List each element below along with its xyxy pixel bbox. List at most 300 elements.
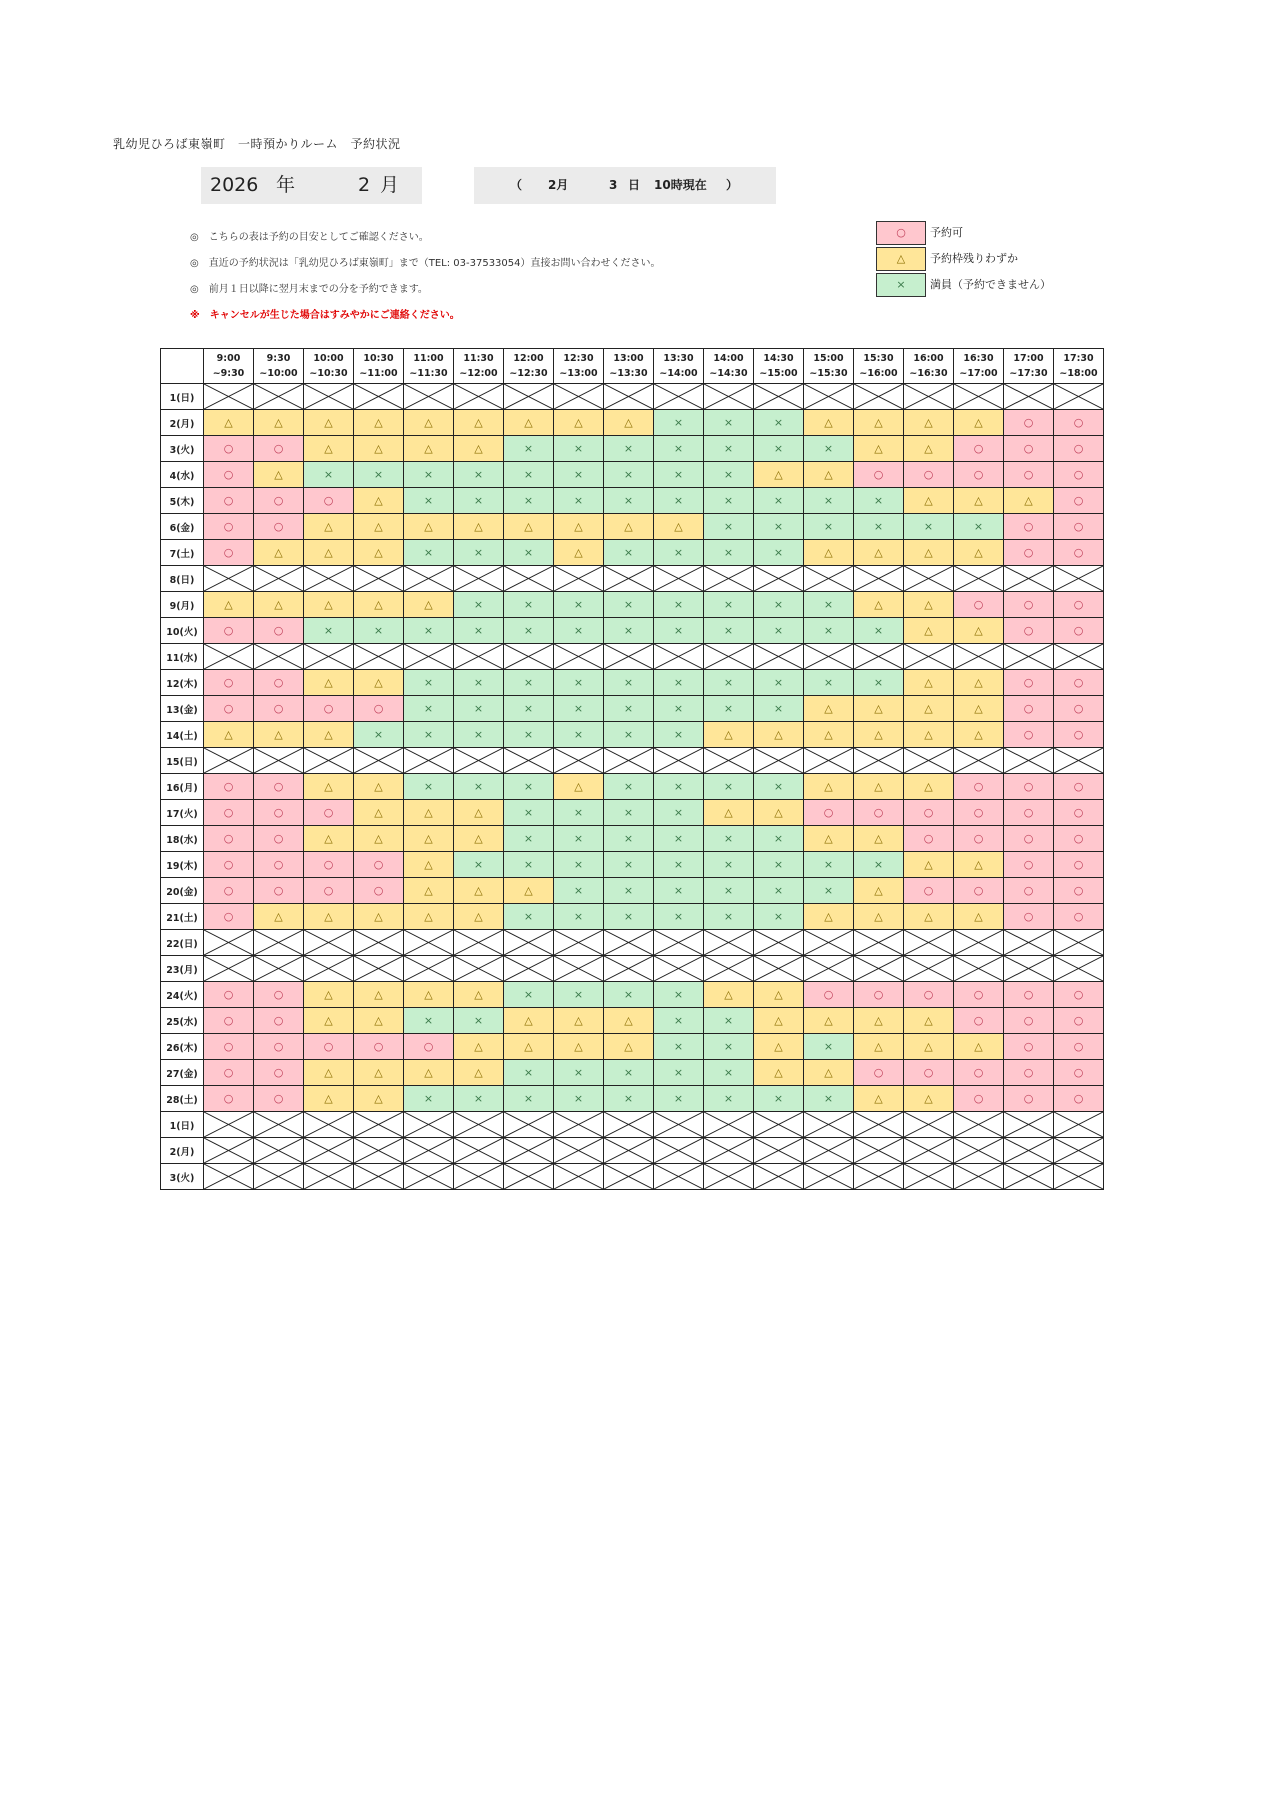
closed-cell	[204, 1138, 254, 1164]
table-row	[161, 904, 1104, 930]
slot-few-left: △	[454, 800, 504, 826]
slot-few-left: △	[354, 670, 404, 696]
slot-available: ○	[904, 800, 954, 826]
date-label: 18(水)	[161, 826, 204, 852]
closed-cross-icon	[754, 748, 803, 773]
closed-cell	[754, 956, 804, 982]
slot-available: ○	[204, 488, 254, 514]
slot-few-left: △	[854, 696, 904, 722]
closed-cross-icon	[1004, 748, 1053, 773]
legend-full-label: 満員（予約できません）	[930, 278, 1051, 291]
time-slot-end: ~13:30	[609, 368, 648, 379]
time-slot-start: 9:30	[266, 353, 291, 364]
slot-available: ○	[904, 982, 954, 1008]
slot-available: ○	[204, 826, 254, 852]
table-row	[161, 1034, 1104, 1060]
slot-available: ○	[204, 436, 254, 462]
slot-available: ○	[1004, 722, 1054, 748]
closed-cross-icon	[954, 748, 1003, 773]
closed-cross-icon	[904, 930, 953, 955]
slot-full: ×	[554, 618, 604, 644]
slot-full: ×	[654, 670, 704, 696]
closed-cell	[304, 748, 354, 774]
slot-few-left: △	[504, 514, 554, 540]
closed-cell	[604, 1164, 654, 1190]
closed-cell	[254, 930, 304, 956]
closed-cross-icon	[854, 566, 903, 591]
slot-few-left: △	[354, 410, 404, 436]
slot-available: ○	[954, 436, 1004, 462]
slot-available: ○	[954, 592, 1004, 618]
slot-available: ○	[204, 1086, 254, 1112]
closed-cross-icon	[604, 1164, 653, 1189]
slot-full: ×	[754, 410, 804, 436]
date-label: 10(火)	[161, 618, 204, 644]
slot-full: ×	[354, 618, 404, 644]
slot-full: ×	[554, 462, 604, 488]
slot-few-left: △	[254, 722, 304, 748]
slot-few-left: △	[854, 826, 904, 852]
closed-cell	[854, 566, 904, 592]
slot-full: ×	[554, 670, 604, 696]
slot-available: ○	[204, 1060, 254, 1086]
slot-available: ○	[1054, 826, 1104, 852]
closed-cross-icon	[604, 644, 653, 669]
closed-cell	[904, 644, 954, 670]
slot-full: ×	[804, 514, 854, 540]
slot-few-left: △	[854, 1034, 904, 1060]
time-slot-end: ~18:00	[1059, 368, 1098, 379]
date-label: 25(水)	[161, 1008, 204, 1034]
closed-cross-icon	[554, 566, 603, 591]
page-title: 乳幼児ひろば東嶺町 一時預かりルーム 予約状況	[113, 137, 401, 151]
slot-full: ×	[604, 1060, 654, 1086]
time-slot-start: 16:30	[963, 353, 994, 364]
time-slot-header	[754, 349, 804, 384]
slot-full: ×	[904, 514, 954, 540]
closed-cross-icon	[654, 748, 703, 773]
closed-cross-icon	[654, 1164, 703, 1189]
closed-cell	[604, 384, 654, 410]
slot-full: ×	[504, 852, 554, 878]
slot-full: ×	[454, 670, 504, 696]
time-slot-header	[504, 349, 554, 384]
slot-few-left: △	[354, 1060, 404, 1086]
time-slot-start: 10:00	[313, 353, 344, 364]
slot-few-left: △	[454, 410, 504, 436]
slot-few-left: △	[204, 722, 254, 748]
time-slot-end: ~16:00	[859, 368, 898, 379]
slot-few-left: △	[1004, 488, 1054, 514]
slot-full: ×	[454, 774, 504, 800]
closed-cell	[754, 1164, 804, 1190]
slot-available: ○	[204, 540, 254, 566]
closed-cross-icon	[704, 566, 753, 591]
slot-few-left: △	[354, 774, 404, 800]
closed-cross-icon	[454, 1164, 503, 1189]
closed-cell	[804, 1164, 854, 1190]
closed-cell	[954, 384, 1004, 410]
slot-full: ×	[754, 774, 804, 800]
closed-cross-icon	[654, 956, 703, 981]
slot-few-left: △	[354, 904, 404, 930]
slot-few-left: △	[804, 722, 854, 748]
slot-full: ×	[704, 592, 754, 618]
time-slot-header	[654, 349, 704, 384]
slot-few-left: △	[954, 904, 1004, 930]
table-row	[161, 1008, 1104, 1034]
slot-full: ×	[754, 878, 804, 904]
slot-full: ×	[354, 722, 404, 748]
closed-cell	[654, 566, 704, 592]
closed-cross-icon	[804, 566, 853, 591]
slot-full: ×	[704, 410, 754, 436]
closed-cell	[404, 930, 454, 956]
slot-few-left: △	[404, 410, 454, 436]
slot-available: ○	[254, 514, 304, 540]
date-label: 9(月)	[161, 592, 204, 618]
closed-cross-icon	[854, 1112, 903, 1137]
closed-cell	[804, 956, 854, 982]
closed-cross-icon	[904, 384, 953, 409]
closed-cell	[554, 1164, 604, 1190]
slot-full: ×	[404, 1086, 454, 1112]
closed-cell	[704, 566, 754, 592]
slot-full: ×	[654, 540, 704, 566]
table-row-closed	[161, 384, 1104, 410]
closed-cross-icon	[1004, 1138, 1053, 1163]
slot-few-left: △	[854, 436, 904, 462]
slot-full: ×	[454, 488, 504, 514]
closed-cell	[254, 566, 304, 592]
slot-available: ○	[254, 618, 304, 644]
slot-full: ×	[754, 696, 804, 722]
slot-few-left: △	[304, 1008, 354, 1034]
closed-cell	[304, 1164, 354, 1190]
closed-cell	[854, 644, 904, 670]
slot-full: ×	[454, 1008, 504, 1034]
slot-few-left: △	[904, 592, 954, 618]
time-slot-end: ~14:00	[659, 368, 698, 379]
slot-available: ○	[1004, 540, 1054, 566]
closed-cross-icon	[954, 956, 1003, 981]
closed-cell	[1054, 566, 1104, 592]
closed-cell	[654, 930, 704, 956]
time-slot-start: 13:00	[613, 353, 644, 364]
slot-available: ○	[254, 878, 304, 904]
slot-few-left: △	[904, 410, 954, 436]
slot-full: ×	[604, 878, 654, 904]
closed-cross-icon	[254, 384, 303, 409]
slot-full: ×	[704, 1060, 754, 1086]
slot-few-left: △	[804, 410, 854, 436]
slot-few-left: △	[404, 800, 454, 826]
time-slot-header	[904, 349, 954, 384]
slot-available: ○	[1054, 462, 1104, 488]
slot-few-left: △	[454, 1034, 504, 1060]
slot-few-left: △	[454, 514, 504, 540]
closed-cell	[354, 1138, 404, 1164]
closed-cross-icon	[804, 644, 853, 669]
closed-cross-icon	[1004, 930, 1053, 955]
closed-cell	[454, 1138, 504, 1164]
closed-cross-icon	[704, 930, 753, 955]
slot-available: ○	[954, 1086, 1004, 1112]
slot-full: ×	[654, 774, 704, 800]
slot-few-left: △	[454, 878, 504, 904]
slot-few-left: △	[804, 774, 854, 800]
closed-cross-icon	[204, 1112, 253, 1137]
closed-cell	[454, 644, 504, 670]
closed-cross-icon	[554, 1138, 603, 1163]
slot-full: ×	[804, 852, 854, 878]
date-label: 17(火)	[161, 800, 204, 826]
slot-available: ○	[204, 1034, 254, 1060]
closed-cross-icon	[904, 1112, 953, 1137]
time-slot-header	[254, 349, 304, 384]
slot-few-left: △	[804, 696, 854, 722]
time-slot-start: 11:30	[463, 353, 494, 364]
date-label: 13(金)	[161, 696, 204, 722]
closed-cell	[954, 566, 1004, 592]
closed-cross-icon	[304, 956, 353, 981]
slot-full: ×	[704, 904, 754, 930]
closed-cell	[304, 930, 354, 956]
slot-few-left: △	[954, 1034, 1004, 1060]
time-slot-header	[404, 349, 454, 384]
table-row-closed	[161, 748, 1104, 774]
slot-full: ×	[454, 540, 504, 566]
slot-few-left: △	[904, 852, 954, 878]
closed-cross-icon	[1004, 1164, 1053, 1189]
closed-cross-icon	[1054, 566, 1103, 591]
slot-full: ×	[954, 514, 1004, 540]
slot-few-left: △	[354, 1008, 404, 1034]
slot-few-left: △	[404, 514, 454, 540]
closed-cell	[504, 566, 554, 592]
closed-cell	[1004, 1112, 1054, 1138]
slot-available: ○	[254, 1008, 304, 1034]
closed-cross-icon	[954, 566, 1003, 591]
slot-available: ○	[254, 436, 304, 462]
closed-cross-icon	[854, 1138, 903, 1163]
slot-full: ×	[704, 878, 754, 904]
slot-few-left: △	[554, 774, 604, 800]
slot-full: ×	[554, 878, 604, 904]
closed-cross-icon	[904, 748, 953, 773]
closed-cross-icon	[654, 1112, 703, 1137]
slot-full: ×	[504, 982, 554, 1008]
closed-cross-icon	[204, 566, 253, 591]
slot-few-left: △	[754, 982, 804, 1008]
closed-cell	[354, 930, 404, 956]
slot-few-left: △	[904, 904, 954, 930]
closed-cross-icon	[204, 1164, 253, 1189]
slot-full: ×	[654, 982, 704, 1008]
slot-available: ○	[1054, 722, 1104, 748]
slot-few-left: △	[804, 462, 854, 488]
closed-cross-icon	[754, 956, 803, 981]
slot-few-left: △	[554, 1034, 604, 1060]
closed-cell	[954, 644, 1004, 670]
closed-cell	[554, 644, 604, 670]
closed-cross-icon	[204, 748, 253, 773]
slot-few-left: △	[804, 540, 854, 566]
slot-full: ×	[554, 852, 604, 878]
closed-cell	[454, 1164, 504, 1190]
closed-cross-icon	[654, 566, 703, 591]
closed-cell	[1054, 384, 1104, 410]
slot-available: ○	[1054, 1060, 1104, 1086]
slot-available: ○	[1054, 904, 1104, 930]
closed-cell	[254, 1138, 304, 1164]
slot-few-left: △	[904, 774, 954, 800]
month-value: 2	[358, 174, 371, 196]
closed-cell	[654, 1138, 704, 1164]
slot-available: ○	[204, 878, 254, 904]
table-row	[161, 436, 1104, 462]
closed-cell	[354, 1164, 404, 1190]
closed-cross-icon	[504, 566, 553, 591]
closed-cross-icon	[654, 384, 703, 409]
slot-few-left: △	[904, 1086, 954, 1112]
slot-few-left: △	[904, 436, 954, 462]
closed-cross-icon	[254, 1112, 303, 1137]
time-slot-start: 15:30	[863, 353, 894, 364]
slot-few-left: △	[904, 618, 954, 644]
slot-available: ○	[1004, 592, 1054, 618]
closed-cross-icon	[654, 644, 703, 669]
time-slot-header	[854, 349, 904, 384]
table-row	[161, 618, 1104, 644]
closed-cell	[504, 1138, 554, 1164]
slot-full: ×	[604, 982, 654, 1008]
slot-few-left: △	[404, 1060, 454, 1086]
closed-cross-icon	[1054, 1138, 1103, 1163]
slot-few-left: △	[354, 800, 404, 826]
legend-few-symbol: △	[876, 247, 926, 271]
closed-cross-icon	[454, 566, 503, 591]
closed-cell	[904, 748, 954, 774]
closed-cross-icon	[754, 644, 803, 669]
slot-available: ○	[1054, 878, 1104, 904]
slot-available: ○	[904, 878, 954, 904]
slot-full: ×	[854, 488, 904, 514]
closed-cross-icon	[604, 566, 653, 591]
closed-cell	[354, 956, 404, 982]
closed-cell	[704, 1112, 754, 1138]
closed-cross-icon	[804, 748, 853, 773]
closed-cell	[904, 956, 954, 982]
closed-cross-icon	[254, 956, 303, 981]
slot-available: ○	[204, 904, 254, 930]
time-slot-header	[454, 349, 504, 384]
closed-cell	[654, 1164, 704, 1190]
closed-cross-icon	[254, 566, 303, 591]
slot-available: ○	[904, 826, 954, 852]
date-label: 22(日)	[161, 930, 204, 956]
slot-few-left: △	[954, 696, 1004, 722]
closed-cross-icon	[954, 644, 1003, 669]
closed-cross-icon	[1004, 566, 1053, 591]
closed-cross-icon	[704, 384, 753, 409]
closed-cross-icon	[354, 956, 403, 981]
closed-cross-icon	[954, 384, 1003, 409]
slot-few-left: △	[354, 514, 404, 540]
closed-cross-icon	[1054, 644, 1103, 669]
slot-few-left: △	[554, 540, 604, 566]
closed-cell	[1054, 1138, 1104, 1164]
closed-cross-icon	[704, 956, 753, 981]
slot-full: ×	[654, 618, 704, 644]
slot-full: ×	[504, 904, 554, 930]
time-slot-end: ~17:00	[959, 368, 998, 379]
slot-available: ○	[254, 800, 304, 826]
closed-cross-icon	[704, 1112, 753, 1137]
slot-few-left: △	[904, 670, 954, 696]
as-of-day: 3	[609, 178, 618, 192]
closed-cell	[954, 1164, 1004, 1190]
closed-cross-icon	[504, 644, 553, 669]
slot-few-left: △	[354, 1086, 404, 1112]
slot-available: ○	[304, 852, 354, 878]
closed-cross-icon	[1004, 956, 1053, 981]
closed-cross-icon	[404, 644, 453, 669]
time-slot-start: 16:00	[913, 353, 944, 364]
closed-cross-icon	[554, 748, 603, 773]
slot-full: ×	[754, 592, 804, 618]
closed-cross-icon	[254, 1138, 303, 1163]
slot-few-left: △	[954, 410, 1004, 436]
closed-cross-icon	[854, 748, 903, 773]
closed-cell	[1054, 644, 1104, 670]
closed-cell	[404, 566, 454, 592]
closed-cross-icon	[604, 1138, 653, 1163]
closed-cell	[754, 566, 804, 592]
time-slot-end: ~16:30	[909, 368, 948, 379]
closed-cell	[754, 748, 804, 774]
as-of-time: 10時現在	[654, 178, 707, 192]
closed-cell	[504, 1164, 554, 1190]
closed-cell	[1004, 1164, 1054, 1190]
slot-available: ○	[1004, 904, 1054, 930]
slot-few-left: △	[654, 514, 704, 540]
slot-few-left: △	[854, 904, 904, 930]
slot-full: ×	[404, 462, 454, 488]
slot-full: ×	[554, 1060, 604, 1086]
slot-full: ×	[604, 800, 654, 826]
closed-cross-icon	[804, 384, 853, 409]
closed-cross-icon	[604, 384, 653, 409]
closed-cell	[304, 1112, 354, 1138]
slot-few-left: △	[304, 592, 354, 618]
slot-available: ○	[904, 462, 954, 488]
slot-few-left: △	[754, 1060, 804, 1086]
closed-cell	[854, 748, 904, 774]
slot-few-left: △	[604, 1008, 654, 1034]
closed-cross-icon	[1054, 748, 1103, 773]
closed-cell	[354, 384, 404, 410]
closed-cross-icon	[304, 930, 353, 955]
closed-cross-icon	[854, 1164, 903, 1189]
closed-cross-icon	[454, 930, 503, 955]
closed-cross-icon	[1054, 1164, 1103, 1189]
closed-cell	[504, 384, 554, 410]
slot-few-left: △	[504, 1008, 554, 1034]
closed-cross-icon	[754, 1138, 803, 1163]
closed-cell	[554, 566, 604, 592]
closed-cell	[1054, 1164, 1104, 1190]
